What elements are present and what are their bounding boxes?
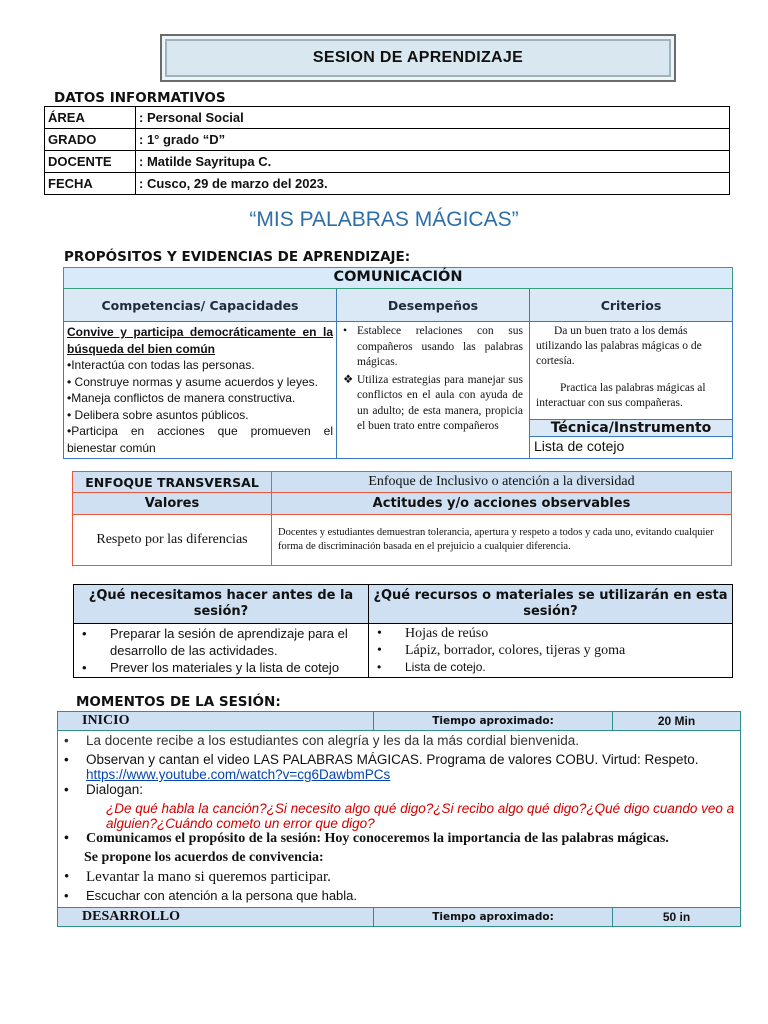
datos-row-grado xyxy=(45,129,730,151)
bullet-icon: • xyxy=(64,869,70,885)
list-item-text: Lápiz, borrador, colores, tijeras y goma xyxy=(405,643,626,658)
preparacion-table xyxy=(73,584,733,678)
inicio-tiempo-value: 20 Min xyxy=(613,712,741,731)
list-item-text: Hojas de reúso xyxy=(405,626,489,641)
capacidad-item: •Maneja conflictos de manera constructiva. xyxy=(67,391,296,405)
recursos-header: ¿Qué recursos o materiales se utilizarán en esta sesión? xyxy=(369,585,733,624)
competencias-header: Competencias/ Capacidades xyxy=(64,289,337,322)
desarrollo-header-row xyxy=(58,908,741,927)
datos-value: : 1° grado “D” xyxy=(136,129,730,151)
desarrollo-title: DESARROLLO xyxy=(58,908,374,927)
desempeno-item xyxy=(343,373,523,435)
bullet-icon: • xyxy=(377,643,382,658)
inicio-line-text xyxy=(86,752,699,782)
inicio-line-text: Comunicamos el propósito de la sesión: Hoy conoceremos la importancia de las palabras mágicas. xyxy=(86,831,669,846)
datos-value: : Cusco, 29 de marzo del 2023. xyxy=(136,173,730,195)
inicio-header-row xyxy=(58,712,741,731)
competencia-title: Convive y participa democráticamente en la búsqueda del bien común xyxy=(67,325,333,356)
bullet-icon: • xyxy=(64,733,69,748)
bullet-icon: • xyxy=(82,660,87,675)
bullet-icon: • xyxy=(377,660,382,674)
datos-key: GRADO xyxy=(45,129,136,151)
bullet-icon: • xyxy=(377,626,382,641)
desempeno-text: Utiliza estrategias para manejar sus conflictos en el aula con ayuda de un adulto; de esta manera, propicia el buen trato entre compañeros xyxy=(357,373,523,432)
datos-row-fecha xyxy=(45,173,730,195)
inicio-line-text: Dialogan: xyxy=(86,782,144,797)
capacidad-item: •Interactúa con todas las personas. xyxy=(67,358,255,372)
desempeno-item xyxy=(343,324,523,371)
datos-value: : Matilde Sayritupa C. xyxy=(136,151,730,173)
propositos-table xyxy=(63,267,733,459)
actitudes-header: Actitudes y/o acciones observables xyxy=(272,493,732,515)
session-title: SESION DE APRENDIZAJE xyxy=(312,49,524,66)
competencias-cell xyxy=(64,322,337,459)
antes-list xyxy=(74,624,369,678)
desarrollo-tiempo-label: Tiempo aproximado: xyxy=(374,908,613,927)
desarrollo-tiempo-value: 50 in xyxy=(613,908,741,927)
antes-header: ¿Qué necesitamos hacer antes de la sesión? xyxy=(74,585,369,624)
bullet-icon: • xyxy=(64,888,69,903)
list-item-text: Lista de cotejo. xyxy=(405,660,486,674)
list-item xyxy=(76,659,366,676)
datos-value: : Personal Social xyxy=(136,107,730,129)
momentos-label: MOMENTOS DE LA SESIÓN: xyxy=(76,694,281,710)
datos-key: FECHA xyxy=(45,173,136,195)
area-heading: COMUNICACIÓN xyxy=(64,268,733,289)
main-title: “MIS PALABRAS MÁGICAS” xyxy=(249,208,519,231)
list-item-text: Preparar la sesión de aprendizaje para el desarrollo de las actividades. xyxy=(110,626,348,658)
inicio-line-text: La docente recibe a los estudiantes con alegría y les da la más cordial bienvenida. xyxy=(86,733,580,748)
criterio-item: Da un buen trato a los demás utilizando las palabras mágicas o de cortesía. xyxy=(536,325,702,367)
inicio-line xyxy=(62,888,736,907)
desempenos-header: Desempeños xyxy=(337,289,530,322)
desempenos-cell xyxy=(337,322,530,459)
criterios-header: Criterios xyxy=(530,289,733,322)
diamond-bullet-icon: ❖ xyxy=(343,373,354,386)
valor-cell: Respeto por las diferencias xyxy=(73,515,272,566)
dialog-questions: ¿De qué habla la canción?¿Si necesito algo qué digo?¿Si recibo algo qué digo?¿Qué digo cuando veo a alguien?¿Cuándo cometo un error que digo? xyxy=(106,801,735,831)
desempeno-text: Establece relaciones con sus compañeros usando las palabras mágicas. xyxy=(357,325,523,368)
criterios-cell xyxy=(530,322,733,459)
datos-key: ÁREA xyxy=(45,107,136,129)
datos-row-docente xyxy=(45,151,730,173)
valores-header: Valores xyxy=(73,493,272,515)
capacidad-item: • Delibera sobre asuntos públicos. xyxy=(67,407,249,422)
inicio-line xyxy=(62,782,736,801)
bullet-icon: • xyxy=(343,325,348,337)
inicio-line xyxy=(62,733,736,752)
list-item xyxy=(371,625,730,642)
inicio-tiempo-label: Tiempo aproximado: xyxy=(374,712,613,731)
inicio-line-text: Escuchar con atención a la persona que habla. xyxy=(86,888,358,903)
inicio-line xyxy=(62,869,736,888)
video-text: Observan y cantan el video LAS PALABRAS MÁGICAS. Programa de valores COBU. Virtud: Respeto. xyxy=(86,752,699,767)
capacidad-item: • Construye normas y asume acuerdos y leyes. xyxy=(67,374,318,389)
datos-row-area xyxy=(45,107,730,129)
momentos-table xyxy=(57,711,741,927)
enfoque-value: Enfoque de Inclusivo o atención a la diversidad xyxy=(272,472,732,493)
inicio-line-text: Levantar la mano si queremos participar. xyxy=(86,869,331,885)
criterio-item: Practica las palabras mágicas al interactuar con sus compañeras. xyxy=(536,382,706,409)
list-item-text: Prever los materiales y la lista de cotejo xyxy=(110,660,340,675)
capacidad-item: •Participa en acciones que promueven el bienestar común xyxy=(67,424,333,455)
video-link[interactable]: https://www.youtube.com/watch?v=cg6DawbmPCs xyxy=(86,767,391,782)
bullet-icon: • xyxy=(64,782,69,797)
actitud-cell: Docentes y estudiantes demuestran tolerancia, apertura y respeto a todos y cada uno, evitando cualquier forma de discriminación basada en el prejuicio a cualquier diferencia. xyxy=(272,515,732,566)
tecnica-value: Lista de cotejo xyxy=(530,436,732,455)
inicio-title: INICIO xyxy=(58,712,374,731)
inicio-line-text: Se propone los acuerdos de convivencia: xyxy=(84,850,324,865)
recursos-list xyxy=(369,624,733,678)
inicio-line xyxy=(62,752,736,782)
tecnica-header: Técnica/Instrumento xyxy=(530,419,732,436)
session-title-box xyxy=(160,34,676,82)
datos-table xyxy=(44,106,730,195)
inicio-question xyxy=(62,801,736,831)
datos-label: DATOS INFORMATIVOS xyxy=(54,90,226,106)
inicio-line xyxy=(62,850,736,869)
inicio-line xyxy=(62,831,736,850)
list-item xyxy=(76,625,366,659)
bullet-icon: • xyxy=(64,752,69,767)
inicio-body xyxy=(58,731,741,908)
list-item xyxy=(371,659,730,676)
bullet-icon: • xyxy=(64,831,69,846)
bullet-icon: • xyxy=(82,626,87,641)
enfoque-label: ENFOQUE TRANSVERSAL xyxy=(73,472,272,493)
datos-key: DOCENTE xyxy=(45,151,136,173)
list-item xyxy=(371,642,730,659)
propositos-label: PROPÓSITOS Y EVIDENCIAS DE APRENDIZAJE: xyxy=(64,249,411,265)
enfoque-table xyxy=(72,471,732,566)
